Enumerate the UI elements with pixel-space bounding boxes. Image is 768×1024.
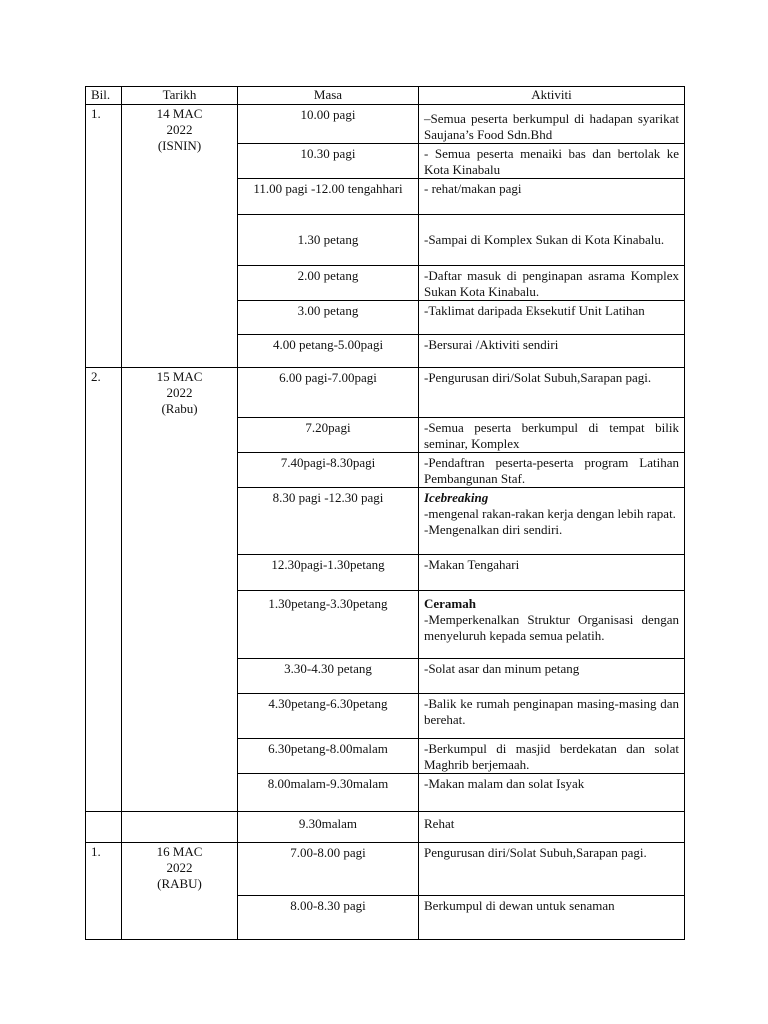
activity-cell — [419, 488, 685, 555]
day-number: 2. — [86, 368, 122, 812]
time-cell: 10.00 pagi — [238, 105, 419, 144]
time-cell: 10.30 pagi — [238, 144, 419, 179]
activity-line: -mengenal rakan-rakan kerja dengan lebih rapat. — [424, 506, 676, 521]
activity-cell: Berkumpul di dewan untuk senaman — [419, 896, 685, 940]
date-line: (ISNIN) — [157, 138, 202, 153]
activity-cell: -Bersurai /Aktiviti sendiri — [419, 335, 685, 368]
table-row — [86, 812, 685, 843]
date-line: 16 MAC — [156, 844, 203, 859]
time-cell: 3.30-4.30 petang — [238, 659, 419, 694]
header-tarikh: Tarikh — [122, 87, 238, 105]
empty-cell — [122, 812, 238, 843]
activity-cell: –Semua peserta berkumpul di hadapan syarikat Saujana’s Food Sdn.Bhd — [419, 105, 685, 144]
time-cell: 6.30petang-8.00malam — [238, 739, 419, 774]
activity-cell — [419, 591, 685, 659]
date-line: 15 MAC — [156, 369, 203, 384]
table-row — [86, 105, 685, 144]
day-date — [122, 368, 238, 812]
activity-cell: -Pengurusan diri/Solat Subuh,Sarapan pagi. — [419, 368, 685, 418]
table-row — [86, 843, 685, 896]
time-cell: 6.00 pagi-7.00pagi — [238, 368, 419, 418]
time-cell: 12.30pagi-1.30petang — [238, 555, 419, 591]
activity-cell: -Berkumpul di masjid berdekatan dan solat Maghrib berjemaah. — [419, 739, 685, 774]
time-cell: 1.30petang-3.30petang — [238, 591, 419, 659]
empty-cell — [86, 812, 122, 843]
day-number: 1. — [86, 843, 122, 940]
activity-line: -Memperkenalkan Struktur Organisasi dengan menyeluruh kepada semua pelatih. — [424, 612, 679, 643]
time-cell: 8.00-8.30 pagi — [238, 896, 419, 940]
date-line: 2022 — [166, 385, 193, 400]
activity-cell: -Makan malam dan solat Isyak — [419, 774, 685, 812]
activity-cell: -Semua peserta berkumpul di tempat bilik seminar, Komplex — [419, 418, 685, 453]
date-line: (Rabu) — [161, 401, 198, 416]
schedule-table — [85, 86, 685, 940]
activity-cell: - Semua peserta menaiki bas dan bertolak ke Kota Kinabalu — [419, 144, 685, 179]
activity-cell: - rehat/makan pagi — [419, 179, 685, 215]
time-cell: 2.00 petang — [238, 266, 419, 301]
date-line: 14 MAC — [156, 106, 203, 121]
activity-cell: Rehat — [419, 812, 685, 843]
time-cell: 7.20pagi — [238, 418, 419, 453]
time-cell: 3.00 petang — [238, 301, 419, 335]
activity-cell: -Pendaftran peserta-peserta program Latihan Pembangunan Staf. — [419, 453, 685, 488]
date-line: 2022 — [166, 860, 193, 875]
time-cell: 9.30malam — [238, 812, 419, 843]
activity-cell: -Makan Tengahari — [419, 555, 685, 591]
activity-heading: Icebreaking — [424, 490, 489, 505]
activity-heading: Ceramah — [424, 596, 476, 611]
date-line: 2022 — [166, 122, 193, 137]
activity-cell: -Taklimat daripada Eksekutif Unit Latihan — [419, 301, 685, 335]
activity-cell: -Daftar masuk di penginapan asrama Komplex Sukan Kota Kinabalu. — [419, 266, 685, 301]
time-cell: 8.00malam-9.30malam — [238, 774, 419, 812]
activity-cell: -Sampai di Komplex Sukan di Kota Kinabalu. — [419, 215, 685, 266]
activity-line: -Mengenalkan diri sendiri. — [424, 522, 563, 537]
time-cell: 11.00 pagi -12.00 tengahhari — [238, 179, 419, 215]
day-number: 1. — [86, 105, 122, 368]
time-cell: 4.00 petang-5.00pagi — [238, 335, 419, 368]
time-cell: 8.30 pagi -12.30 pagi — [238, 488, 419, 555]
time-cell: 7.00-8.00 pagi — [238, 843, 419, 896]
activity-cell: Pengurusan diri/Solat Subuh,Sarapan pagi. — [419, 843, 685, 896]
date-line: (RABU) — [157, 876, 202, 891]
time-cell: 7.40pagi-8.30pagi — [238, 453, 419, 488]
header-row — [86, 87, 685, 105]
activity-cell: -Balik ke rumah penginapan masing-masing dan berehat. — [419, 694, 685, 739]
day-date — [122, 105, 238, 368]
time-cell: 1.30 petang — [238, 215, 419, 266]
header-aktiviti: Aktiviti — [419, 87, 685, 105]
activity-cell: -Solat asar dan minum petang — [419, 659, 685, 694]
day-date — [122, 843, 238, 940]
header-masa: Masa — [238, 87, 419, 105]
time-cell: 4.30petang-6.30petang — [238, 694, 419, 739]
table-row — [86, 368, 685, 418]
header-bil: Bil. — [86, 87, 122, 105]
